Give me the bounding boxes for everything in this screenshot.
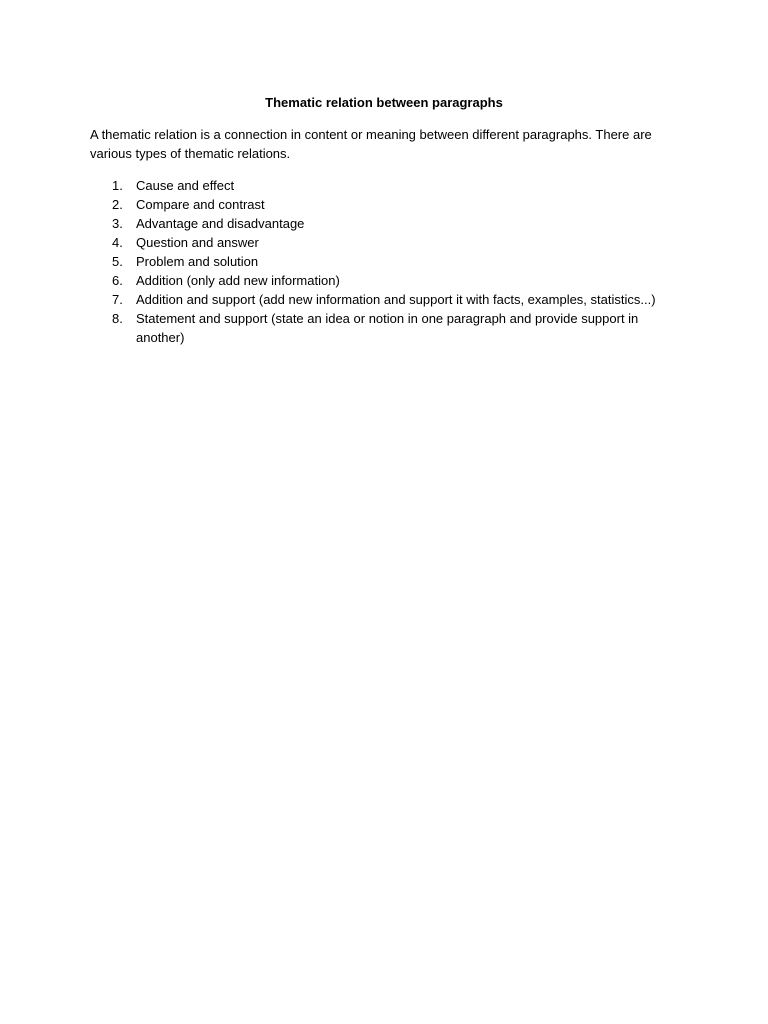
list-item-text: Question and answer	[136, 235, 259, 250]
list-item-number: 1.	[112, 178, 123, 193]
list-item-number: 2.	[112, 197, 123, 212]
list-item	[90, 271, 690, 290]
list-item-number: 4.	[112, 235, 123, 250]
list-item-text: Addition (only add new information)	[136, 273, 340, 288]
document-title: Thematic relation between paragraphs	[265, 95, 503, 110]
list-item-text: Addition and support (add new information and support it with facts, examples, statistics...)	[136, 292, 656, 307]
list-item	[90, 252, 690, 271]
list-item	[90, 214, 690, 233]
list-item-number: 6.	[112, 273, 123, 288]
list-item-number: 5.	[112, 254, 123, 269]
list-item	[90, 195, 690, 214]
list-item	[90, 309, 690, 347]
list-item-text: Compare and contrast	[136, 197, 265, 212]
list-item	[90, 290, 690, 309]
list-item	[90, 176, 690, 195]
thematic-relations-list	[90, 176, 690, 347]
list-item-text: Statement and support (state an idea or notion in one paragraph and provide support in another)	[136, 311, 639, 345]
list-item-number: 8.	[112, 311, 123, 326]
list-item-text: Cause and effect	[136, 178, 235, 193]
list-item-number: 3.	[112, 216, 123, 231]
list-item	[90, 233, 690, 252]
intro-paragraph: A thematic relation is a connection in content or meaning between different paragraphs. There are various types of thematic relations.	[90, 127, 652, 161]
list-item-text: Problem and solution	[136, 254, 259, 269]
list-item-number: 7.	[112, 292, 123, 307]
list-item-text: Advantage and disadvantage	[136, 216, 305, 231]
